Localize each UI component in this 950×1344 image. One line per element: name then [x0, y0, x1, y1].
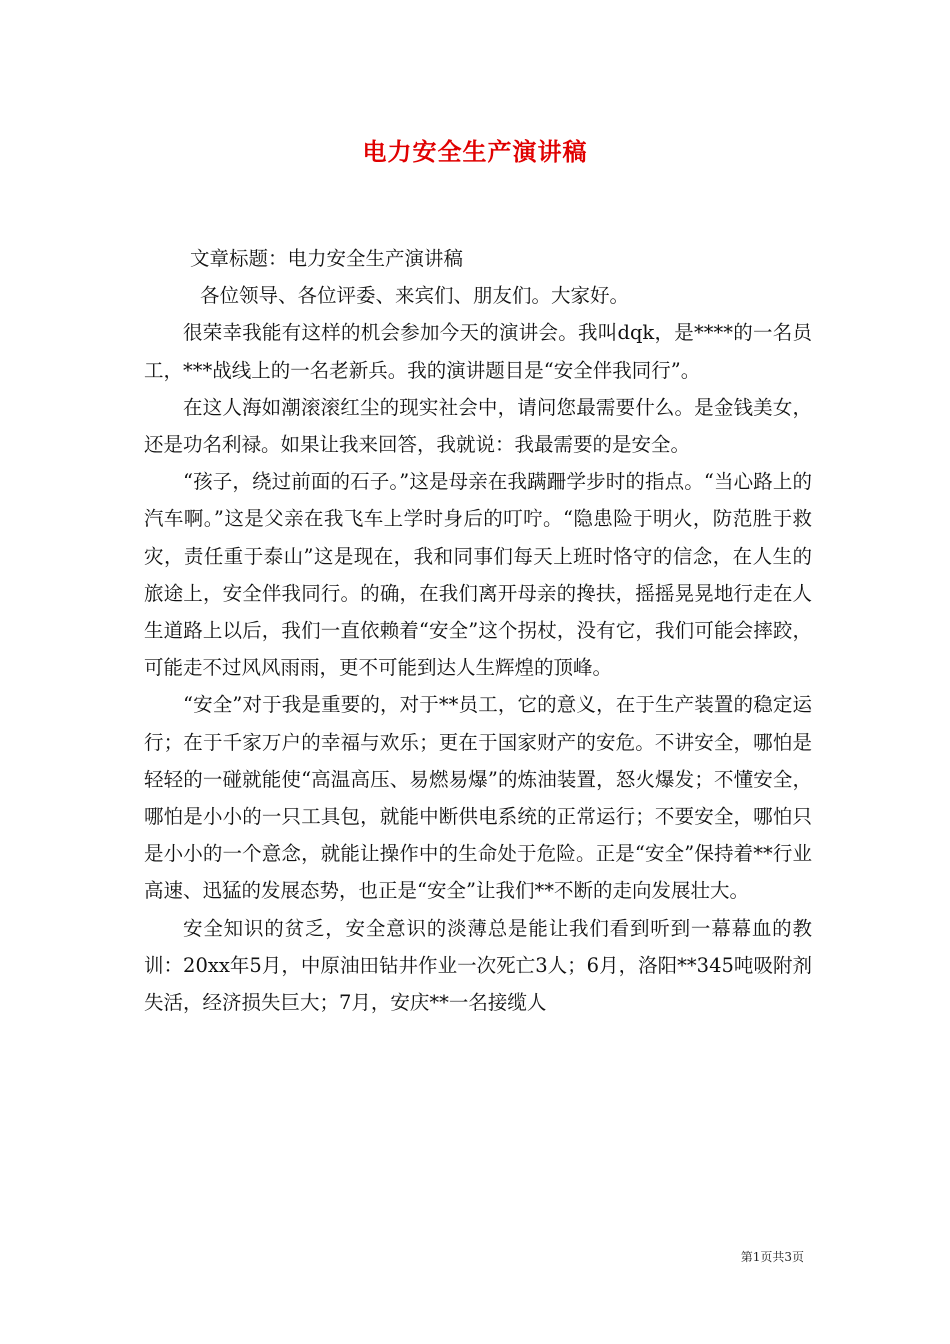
paragraph-guidance: “孩子，绕过前面的石子。”这是母亲在我蹒跚学步时的指点。“当心路上的汽车啊。”这是父亲在我飞车上学时身后的叮咛。“隐患险于明火，防范胜于救灾，责任重于泰山”这是现在，我和同事们每天上班时恪守的信念，在人生的旅途上，安全伴我同行。的确，在我们离开母亲的搀扶，摇摇晃晃地行走在人生道路上以后，我们一直依赖着“安全”这个拐杖，没有它，我们可能会摔跤，可能走不过风风雨雨，更不可能到达人生辉煌的顶峰。: [144, 470, 812, 680]
greeting-line: 各位领导、各位评委、来宾们、朋友们。大家好。: [200, 284, 630, 308]
document-title: 电力安全生产演讲稿: [362, 137, 588, 166]
page-number: 第1页共3页: [740, 1250, 804, 1264]
document-body: [144, 240, 812, 1021]
paragraph-lessons: 安全知识的贫乏，安全意识的淡薄总是能让我们看到听到一幕幕血的教训：20xx年5月，中原油田钻井作业一次死亡3人；6月，洛阳**345吨吸附剂失活，经济损失巨大；7月，安庆**一名接缆人: [144, 916, 812, 1015]
paragraph-importance: “安全”对于我是重要的，对于**员工，它的意义，在于生产装置的稳定运行；在于千家万户的幸福与欢乐；更在于国家财产的安危。不讲安全，哪怕是轻轻的一碰就能使“高温高压、易燃易爆”的炼油装置，怒火爆发；不懂安全，哪怕是小小的一只工具包，就能中断供电系统的正常运行；不要安全，哪怕只是小小的一个意念，就能让操作中的生命处于危险。正是“安全”保持着**行业高速、迅猛的发展态势，也正是“安全”让我们**不断的走向发展壮大。: [144, 693, 812, 903]
article-title-line: 文章标题：电力安全生产演讲稿: [190, 247, 464, 270]
paragraph-question: 在这人海如潮滚滚红尘的现实社会中，请问您最需要什么。是金钱美女，还是功名利禄。如果让我来回答，我就说：我最需要的是安全。: [144, 395, 812, 457]
paragraph-intro: 很荣幸我能有这样的机会参加今天的演讲会。我叫dqk，是****的一名员工，***战线上的一名老新兵。我的演讲题目是“安全伴我同行”。: [144, 321, 812, 382]
